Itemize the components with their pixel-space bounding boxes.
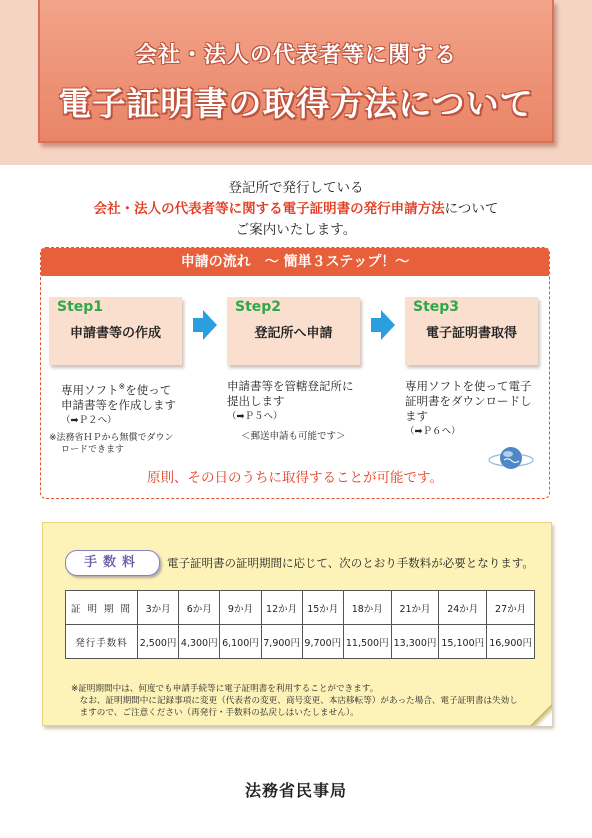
arrow-right-icon [193,310,217,340]
step1-desc-line1 [61,379,211,398]
fee-cell: 2,500円 [138,625,179,659]
period-cell: 3か月 [138,591,179,625]
fee-cell: 9,700円 [302,625,343,659]
table-row [66,591,535,625]
mail-note: ＜郵送申請も可能です＞ [241,431,346,442]
period-header: 証 明 期 間 [66,591,138,625]
step3-page-ref: （➡Ｐ６へ） [405,426,461,437]
intro-text [0,178,592,241]
step3-box [405,297,538,365]
header-band [0,0,592,165]
fee-table [65,590,535,659]
period-cell: 9か月 [220,591,261,625]
page-curl [530,704,552,726]
step2-description [227,379,377,424]
step3-desc-line2: 証明書をダウンロードし [405,394,532,408]
fee-note-line3: ますので、ご注意ください（再発行・手数料の払戻しはいたしません）。 [71,708,359,718]
step2-label: Step2 [235,299,282,315]
step1-page-ref: （➡Ｐ２へ） [61,414,117,426]
period-cell: 18か月 [343,591,391,625]
fee-note-line1: ※証明期間中は、何度でも申請手続等に電子証明書を利用することができます。 [71,684,379,694]
fee-description: 電子証明書の証明期間に応じて、次のとおり手数料が必要となります。 [167,556,534,570]
fee-cell: 11,500円 [343,625,391,659]
issuer-footer: 法務省民事局 [244,781,347,800]
title-line1: 会社・法人の代表者等に関する [134,43,457,68]
step1-desc-text: 専用ソフト [61,382,119,397]
flow-title: 申請の流れ ～ 簡単３ステップ！～ [41,248,549,276]
fee-cell: 4,300円 [179,625,220,659]
step2-page-ref: （➡Ｐ５へ） [227,411,283,422]
step2-desc-line2: 提出します [227,394,285,408]
fee-badge: 手数料 [65,550,160,576]
step1-desc-line2: 申請書等を作成します [61,397,176,412]
software-note-line2: ロードできます [61,445,125,455]
step2-title: 登記所へ申請 [254,326,333,341]
software-note [49,432,174,456]
title-banner [38,0,554,143]
fee-note-line2: なお、証明期間中に記録事項に変更（代表者の変更、商号変更、本店移転等）があった場合、電子証明書は失効し [71,696,518,706]
step1-desc-mark: ※ [118,382,126,391]
fee-cell: 16,900円 [487,625,535,659]
step1-title: 申請書等の作成 [69,326,161,341]
step1-label: Step1 [57,299,104,315]
step3-title: 電子証明書取得 [425,326,517,341]
application-flow-panel [40,247,550,499]
arrow-right-icon [371,310,395,340]
intro-line2-tail: について [444,201,499,217]
fee-header: 発行手数料 [66,625,138,659]
step1-description [61,379,211,428]
step1-desc-tail: を使って [125,382,172,397]
flow-result-text: 原則、その日のうちに取得することが可能です。 [147,470,443,486]
period-cell: 6か月 [179,591,220,625]
step3-desc-line3: ます [405,409,428,423]
intro-line2 [0,199,592,220]
table-row [66,625,535,659]
fee-cell: 13,300円 [391,625,439,659]
fee-cell: 6,100円 [220,625,261,659]
step3-description [405,379,555,439]
step3-label: Step3 [413,299,460,315]
fee-note [71,683,541,719]
intro-highlight: 会社・法人の代表者等に関する電子証明書の発行申請方法 [93,201,445,217]
step2-box [227,297,360,365]
fee-cell: 15,100円 [439,625,487,659]
step3-desc-line1: 専用ソフトを使って電子 [405,379,532,393]
period-cell: 15か月 [302,591,343,625]
period-cell: 24か月 [439,591,487,625]
step1-box [49,297,182,365]
fee-cell: 7,900円 [261,625,302,659]
period-cell: 27か月 [487,591,535,625]
intro-line3: ご案内いたします。 [235,222,357,238]
period-cell: 12か月 [261,591,302,625]
fee-panel [42,522,552,726]
period-cell: 21か月 [391,591,439,625]
title-line2: 電子証明書の取得方法について [58,84,534,123]
step2-desc-line1: 申請書等を管轄登記所に [227,379,354,393]
intro-line1: 登記所で発行している [228,180,364,196]
software-note-line1: ※法務省ＨＰから無償でダウン [49,433,174,443]
